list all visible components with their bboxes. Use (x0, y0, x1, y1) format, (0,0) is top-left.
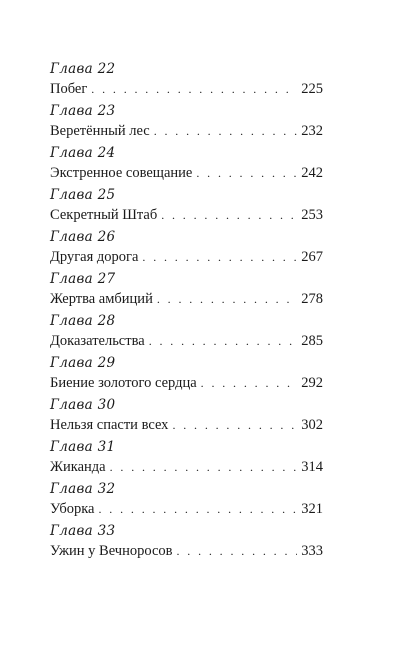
dot-leader (176, 541, 297, 561)
toc-entry (50, 314, 323, 356)
chapter-label: Глава 25 (50, 187, 116, 203)
dot-leader (110, 457, 298, 477)
chapter-title: Веретённый лес (50, 123, 150, 139)
chapter-title: Нельзя спасти всех (50, 417, 169, 433)
page-number: 267 (301, 249, 323, 265)
table-of-contents (50, 62, 323, 566)
chapter-title: Уборка (50, 501, 95, 517)
toc-line (50, 457, 323, 477)
toc-entry (50, 272, 323, 314)
page-number: 292 (301, 375, 323, 391)
chapter-title: Жиканда (50, 459, 106, 475)
page-number: 278 (301, 291, 323, 307)
toc-entry (50, 356, 323, 398)
toc-line (50, 79, 323, 99)
page-number: 232 (301, 123, 323, 139)
toc-line (50, 247, 323, 267)
chapter-title: Доказательства (50, 333, 145, 349)
chapter-title: Побег (50, 81, 88, 97)
toc-line (50, 331, 323, 351)
chapter-label: Глава 23 (50, 103, 116, 119)
dot-leader (154, 121, 298, 141)
chapter-label: Глава 22 (50, 61, 116, 77)
chapter-title: Биение золотого сердца (50, 375, 197, 391)
toc-entry (50, 188, 323, 230)
dot-leader (201, 373, 298, 393)
chapter-label: Глава 29 (50, 355, 116, 371)
toc-line (50, 415, 323, 435)
chapter-label: Глава 28 (50, 313, 116, 329)
toc-entry (50, 440, 323, 482)
chapter-title: Экстренное совещание (50, 165, 193, 181)
toc-entry (50, 146, 323, 188)
toc-entry (50, 482, 323, 524)
page-number: 333 (301, 543, 323, 559)
page-number: 225 (301, 81, 323, 97)
toc-line (50, 289, 323, 309)
toc-line (50, 373, 323, 393)
toc-entry (50, 230, 323, 272)
toc-entry (50, 524, 323, 566)
dot-leader (149, 331, 298, 351)
chapter-label: Глава 26 (50, 229, 116, 245)
page-number: 285 (301, 333, 323, 349)
toc-entry (50, 398, 323, 440)
page-number: 321 (301, 501, 323, 517)
chapter-label: Глава 30 (50, 397, 116, 413)
chapter-label: Глава 24 (50, 145, 116, 161)
page-number: 253 (301, 207, 323, 223)
chapter-title: Жертва амбиций (50, 291, 153, 307)
dot-leader (99, 499, 298, 519)
toc-line (50, 541, 323, 561)
chapter-label: Глава 31 (50, 439, 116, 455)
page-number: 302 (301, 417, 323, 433)
dot-leader (161, 205, 297, 225)
chapter-label: Глава 27 (50, 271, 116, 287)
dot-leader (91, 79, 297, 99)
dot-leader (172, 415, 297, 435)
chapter-title: Секретный Штаб (50, 207, 158, 223)
dot-leader (196, 163, 297, 183)
dot-leader (157, 289, 297, 309)
chapter-label: Глава 32 (50, 481, 116, 497)
dot-leader (142, 247, 297, 267)
page-number: 314 (301, 459, 323, 475)
toc-line (50, 121, 323, 141)
chapter-label: Глава 33 (50, 523, 116, 539)
page-number: 242 (301, 165, 323, 181)
toc-line (50, 205, 323, 225)
toc-entry (50, 62, 323, 104)
toc-line (50, 163, 323, 183)
toc-entry (50, 104, 323, 146)
chapter-title: Ужин у Вечноросов (50, 543, 173, 559)
chapter-title: Другая дорога (50, 249, 139, 265)
toc-line (50, 499, 323, 519)
